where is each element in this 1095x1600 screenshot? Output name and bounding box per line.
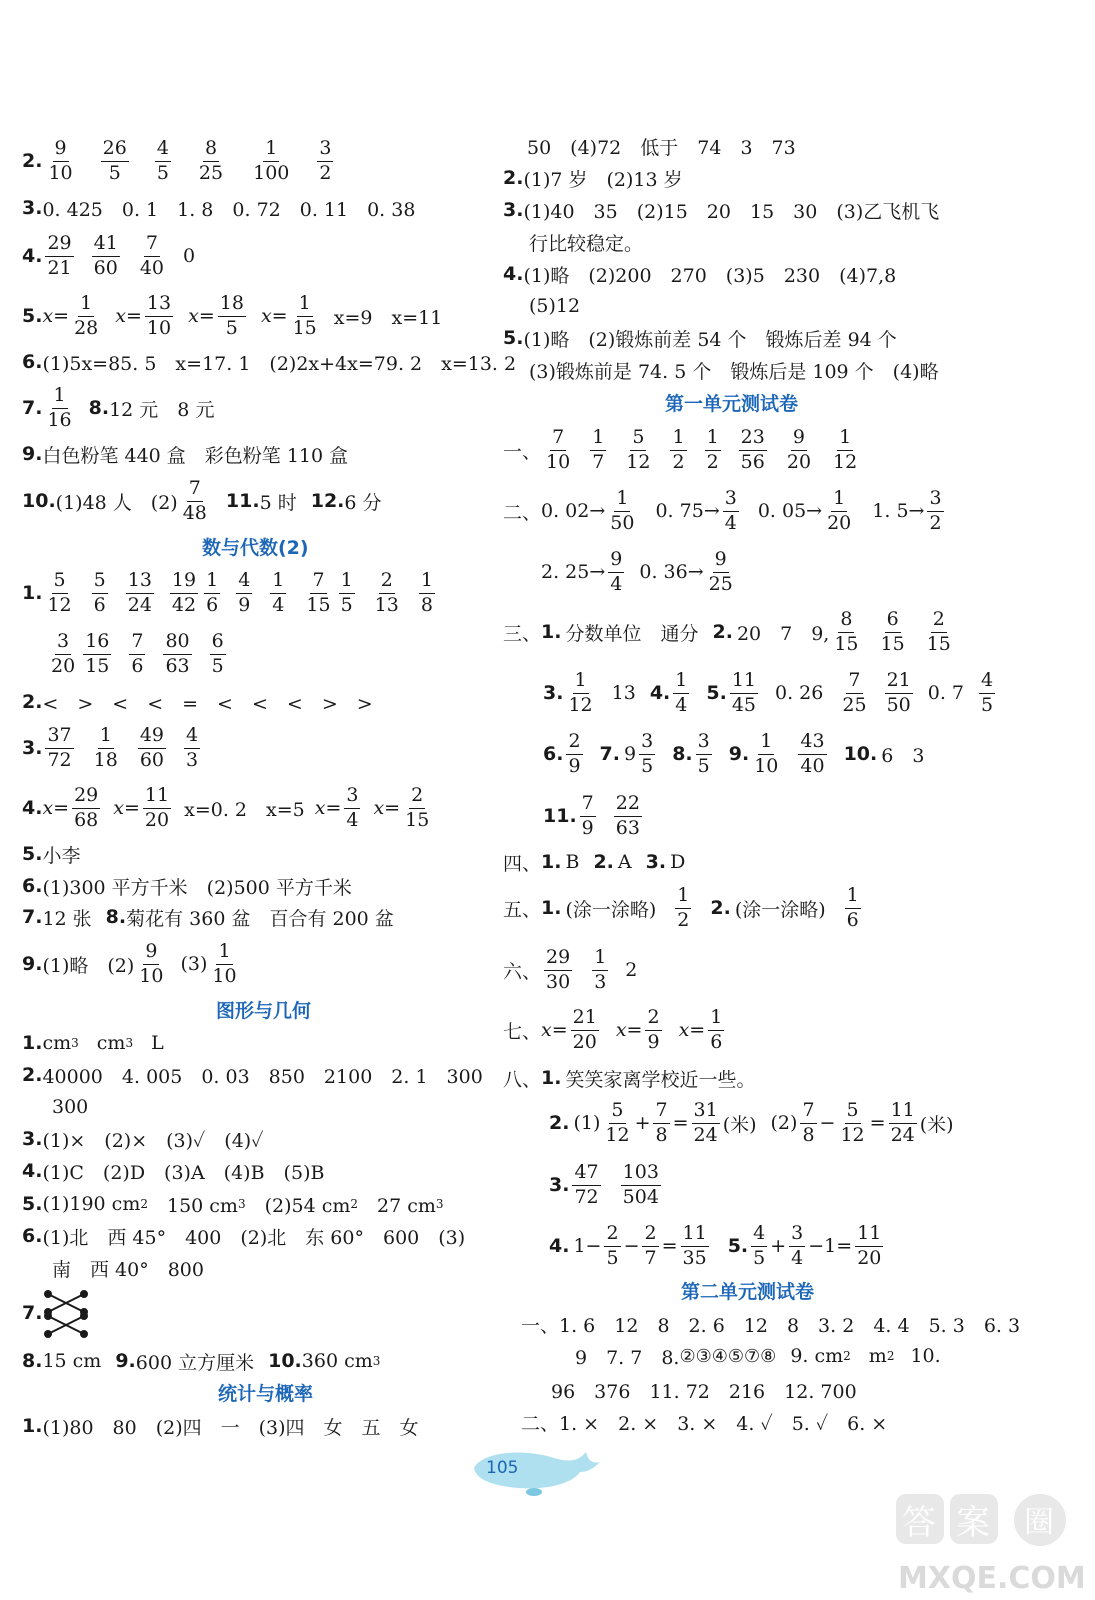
answer-2: 2. $\frac{9}{10}$ $\frac{26}{5}$ $\frac{4}{5}$ $\frac{8}{25}$ $\frac{1}{100}$ $\frac{3}{2}$ [22,136,332,184]
part-8-q4-5: 4. 1− $\frac{2}{5}$ − $\frac{2}{7}$ = $\frac{11}{35}$ 5. $\frac{4}{5}$ + $\frac{3}{4}$ −1= $\frac{11}{20}$ [549,1221,882,1269]
answer-10-12: 10. (1)48 人 (2) $\frac{7}{48}$ 11. 5 时 12. 6 分 [22,476,382,524]
q-number: 2. [22,150,43,172]
s2-answer-4: 4. (1)C (2)D (3)A (4)B (5)B [22,1160,325,1184]
part-6: 六、 $\frac{29}{30}$ $\frac{1}{3}$ 2 [503,945,638,993]
answer-6: 6. (1)5x=85. 5 x=17. 1 (2)2x+4x=79. 2 x=13. 2 [22,351,517,375]
r-answer-2: 2. (1)7 岁 (2)13 岁 [503,167,683,191]
svg-text:圈: 圈 [1024,1505,1054,1540]
answer-5: 5. x= $\frac{1}{28}$ x= $\frac{13}{10}$ x= $\frac{18}{5}$ x= $\frac{1}{15}$ x=9 x=11 [22,291,443,339]
s2-answer-1: 1. cm 3 cm 3 L [22,1032,164,1054]
s1-answer-1-row1: 1. $\frac{5}{12}$ $\frac{5}{6}$ $\frac{13}{24}$ $\frac{19}{42}$ $\frac{1}{6}$ $\frac{4}{9}$ $\frac{1}{4}$ $\frac{7}{15}$ $\frac{1}{5}$ $\frac{2}{13}$ $\frac{1}{8}$ [22,568,433,616]
part-7: 七、 x= $\frac{21}{20}$ x= $\frac{2}{9}$ x= $\frac{1}{6}$ [503,1005,723,1053]
watermark-logo [890,1490,1090,1598]
svg-text:案: 案 [956,1503,990,1543]
part-3-row4: 11. $\frac{7}{9}$ $\frac{22}{63}$ [543,791,640,839]
s2-answer-2: 2. 40000 4. 005 0. 03 850 2100 2. 1 300 [22,1064,483,1088]
answer-7-8: 7. $\frac{1}{16}$ 8. 12 元 8 元 [22,383,215,431]
r-answer-4-cont: (5)12 [529,295,581,317]
answer-3: 3. 0. 425 0. 1 1. 8 0. 72 0. 11 0. 38 [22,197,416,221]
r-answer-3: 3. (1)40 35 (2)15 20 15 30 (3)乙飞机飞 [503,199,940,223]
matching-lines-figure [44,1288,88,1338]
part-8-q1: 八、 1. 笑笑家离学校近一些。 [503,1067,756,1091]
r-answer-5-cont: (3)锻炼前是 74. 5 个 锻炼后是 109 个 (4)略 [529,360,939,383]
svg-text:答: 答 [902,1503,936,1543]
part-1: 一、 $\frac{7}{10}$ $\frac{1}{7}$ $\frac{5}{12}$ $\frac{1}{2}$ $\frac{1}{2}$ $\frac{23}{56}$ $\frac{9}{20}$ $\frac{1}{12}$ [503,425,858,473]
section-heading: 图形与几何 [216,999,312,1022]
s2-answer-5: 5. (1)190 cm 2 150 cm 3 (2)54 cm 2 27 cm 3 [22,1193,444,1217]
s3-answer-1: 1. (1)80 80 (2)四 一 (3)四 女 五 女 [22,1415,419,1439]
s1-answer-4: 4. x= $\frac{29}{68}$ x= $\frac{11}{20}$ x=0. 2 x=5 x= $\frac{3}{4}$ x= $\frac{2}{15}$ [22,783,430,831]
part-3-row3: 6. $\frac{2}{9}$ 7. 9 $\frac{3}{5}$ 8. $\frac{3}{5}$ 9. $\frac{1}{10}$ $\frac{43}{40}$ 10. 6 3 [543,729,925,777]
part-2-row1: 二、 0. 02→ $\frac{1}{50}$ 0. 75→ $\frac{3}{4}$ 0. 05→ $\frac{1}{20}$ 1. 5→ $\frac{3}{2}$ [503,486,942,534]
u2-part-1: 一、 1. 6 12 8 2. 6 12 8 3. 2 4. 4 5. 3 6. 3 [521,1314,1021,1337]
s1-answer-1-row2: $\frac{3}{20}$ $\frac{16}{15}$ $\frac{7}{6}$ $\frac{80}{63}$ $\frac{6}{5}$ [51,629,224,677]
r-answer-3-cont: 行比较稳定。 [529,232,644,255]
part-2-row2: 2. 25→ $\frac{9}{4}$ 0. 36→ $\frac{9}{25}$ [541,547,733,595]
part-8-q3: 3. $\frac{47}{72}$ $\frac{103}{504}$ [549,1160,659,1208]
part-3-row2: 3. $\frac{1}{12}$ 13 4. $\frac{1}{4}$ 5. $\frac{11}{45}$ 0. 26 $\frac{7}{25}$ $\frac{21}{50}$ 0. 7 $\frac{4}{5}$ [543,668,994,716]
s2-answer-8-10: 8. 15 cm 9. 600 立方厘米 10. 360 cm 3 [22,1350,381,1374]
u2-part-2: 二、 1. × 2. × 3. × 4. ✓ 5. ✓ 6. × [521,1412,888,1435]
s1-answer-5: 5. 小李 [22,843,81,867]
cont-line: 50 (4)72 低于 74 3 73 [527,136,796,159]
section-heading: 第二单元测试卷 [681,1280,815,1303]
svg-text:MXQE.COM: MXQE.COM [898,1561,1086,1596]
answer-9: 9. 白色粉笔 440 盒 彩色粉笔 110 盒 [22,443,349,467]
u2-part-1-line2: 9 7. 7 8. ②③④⑤⑦⑧ 9. cm 2 m 2 10. [575,1345,941,1369]
page-number: 105 [486,1458,519,1478]
whale-icon [462,1440,602,1500]
s2-answer-6-cont: 南 西 40° 800 [52,1258,204,1281]
s2-answer-6: 6. (1)北 西 45° 400 (2)北 东 60° 600 (3) [22,1225,466,1249]
part-8-q2: 2. (1) $\frac{5}{12}$ + $\frac{7}{8}$ = $\frac{31}{24}$ (米) (2) $\frac{7}{8}$ − $\frac{5}{12}$ = $\frac{11}{24}$ (米) [549,1098,954,1146]
s1-answer-9: 9. (1)略 (2) $\frac{9}{10}$ (3) $\frac{1}{10}$ [22,939,237,987]
u2-part-1-line3: 96 376 11. 72 216 12. 700 [551,1380,857,1403]
s2-answer-7: 7. [22,1285,88,1341]
section-heading: 统计与概率 [218,1382,314,1405]
s1-answer-2: 2. < > < < = < < < > > [22,691,373,715]
part-4: 四、 1. B 2. A 3. D [503,851,686,875]
s2-answer-2-cont: 300 [52,1096,89,1118]
r-answer-5: 5. (1)略 (2)锻炼前差 54 个 锻炼后差 94 个 [503,327,897,351]
s2-answer-3: 3. (1)× (2)× (3)✓ (4)✓ [22,1128,264,1152]
s1-answer-3: 3. $\frac{37}{72}$ $\frac{1}{18}$ $\frac{49}{60}$ $\frac{4}{3}$ [22,723,199,771]
s1-answer-7-8: 7. 12 张 8. 菊花有 360 盆 百合有 200 盆 [22,906,394,930]
section-heading: 数与代数(2) [202,536,309,559]
answer-4: 4. $\frac{29}{21}$ $\frac{41}{60}$ $\frac{7}{40}$ 0 [22,231,196,279]
r-answer-4: 4. (1)略 (2)200 270 (3)5 230 (4)7,8 [503,263,897,287]
part-3-row1: 三、 1. 分数单位 通分 2. 20 7 9, $\frac{8}{15}$ $\frac{6}{15}$ $\frac{2}{15}$ [503,607,951,655]
part-5: 五、 1. (涂一涂略) $\frac{1}{2}$ 2. (涂一涂略) $\frac{1}{6}$ [503,883,859,931]
s1-answer-6: 6. (1)300 平方千米 (2)500 平方千米 [22,875,352,899]
section-heading: 第一单元测试卷 [665,392,799,415]
